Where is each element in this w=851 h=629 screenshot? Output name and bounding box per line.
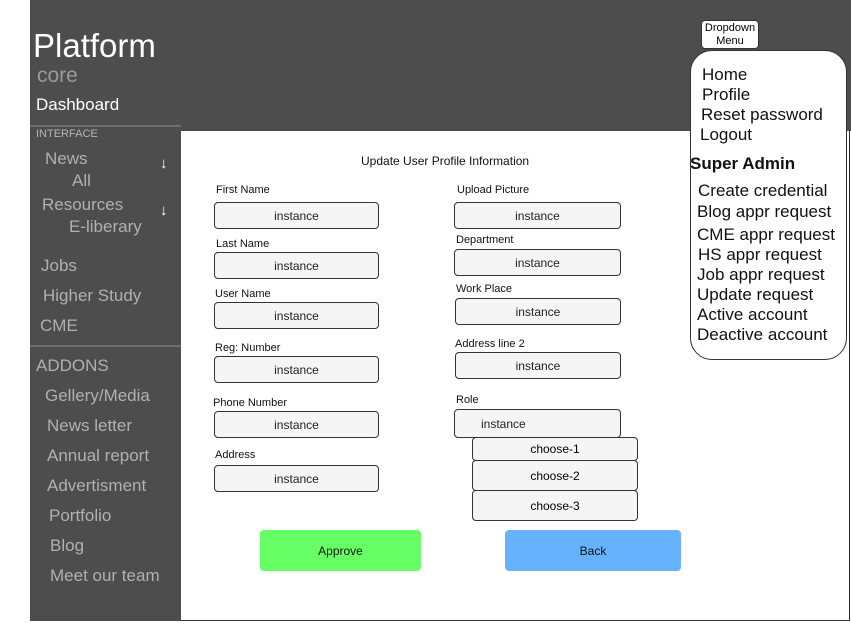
form-title: Update User Profile Information xyxy=(361,154,530,168)
chevron-down-icon[interactable]: ↓ xyxy=(160,155,168,172)
menu-item-blog-appr-request[interactable]: Blog appr request xyxy=(697,202,832,221)
sidebar-item-meet-our-team[interactable]: Meet our team xyxy=(50,566,160,585)
sidebar-item-annual-report[interactable]: Annual report xyxy=(47,446,150,465)
menu-item-home[interactable]: Home xyxy=(702,65,748,84)
address-label: Address xyxy=(215,449,256,461)
upload-picture-label: Upload Picture xyxy=(457,184,530,196)
user-name-field[interactable]: instance xyxy=(214,302,379,329)
address-field[interactable]: instance xyxy=(214,465,379,492)
dropdown-button-label-line2: Menu xyxy=(716,35,744,47)
sidebar-item-cme[interactable]: CME xyxy=(40,316,78,335)
sidebar-item-e-liberary[interactable]: E-liberary xyxy=(69,217,142,236)
reg-number-label: Reg: Number xyxy=(215,342,281,354)
sidebar-item-jobs[interactable]: Jobs xyxy=(41,256,77,275)
interface-section-label: INTERFACE xyxy=(36,128,98,140)
user-name-label: User Name xyxy=(215,288,271,300)
last-name-field[interactable]: instance xyxy=(214,252,379,279)
sidebar-item-advertisment[interactable]: Advertisment xyxy=(47,476,147,495)
sidebar-item-blog[interactable]: Blog xyxy=(50,536,85,555)
sidebar-item-portfolio[interactable]: Portfolio xyxy=(49,506,112,525)
sidebar-item-dashboard[interactable]: Dashboard xyxy=(36,95,120,114)
dropdown-menu-button[interactable] xyxy=(701,20,759,49)
upload-picture-field[interactable]: instance xyxy=(454,202,621,229)
department-label: Department xyxy=(456,234,514,246)
sidebar-item-gallery[interactable]: Gellery/Media xyxy=(45,386,150,405)
chevron-down-icon[interactable]: ↓ xyxy=(160,202,168,219)
menu-item-reset-password[interactable]: Reset password xyxy=(701,105,823,124)
work-place-label: Work Place xyxy=(456,283,513,295)
menu-item-profile[interactable]: Profile xyxy=(702,85,751,104)
last-name-label: Last Name xyxy=(216,238,270,250)
addons-section-label: ADDONS xyxy=(36,356,109,375)
role-option-1[interactable]: choose-1 xyxy=(472,437,638,461)
menu-item-update-request[interactable]: Update request xyxy=(697,285,814,304)
menu-item-job-appr-request[interactable]: Job appr request xyxy=(697,265,825,284)
sidebar-item-newsletter[interactable]: News letter xyxy=(47,416,133,435)
sidebar-item-news-all[interactable]: All xyxy=(72,171,91,190)
menu-item-cme-appr-request[interactable]: CME appr request xyxy=(697,225,835,244)
sidebar xyxy=(30,0,181,621)
address-line-2-field[interactable]: instance xyxy=(455,352,621,379)
phone-number-field[interactable]: instance xyxy=(214,411,379,438)
menu-item-create-credential[interactable]: Create credential xyxy=(698,181,828,200)
brand-title: Platform xyxy=(33,27,156,64)
sidebar-divider xyxy=(30,345,181,347)
role-select[interactable]: instance xyxy=(454,409,621,438)
back-button[interactable]: Back xyxy=(505,530,681,571)
menu-item-active-account[interactable]: Active account xyxy=(697,305,808,324)
first-name-field[interactable]: instance xyxy=(214,202,379,229)
first-name-label: First Name xyxy=(216,184,270,196)
sidebar-divider xyxy=(30,125,181,127)
sidebar-item-resources[interactable]: Resources xyxy=(42,195,124,214)
reg-number-field[interactable]: instance xyxy=(214,356,379,383)
phone-number-label: Phone Number xyxy=(213,397,287,409)
approve-button[interactable]: Approve xyxy=(260,530,421,571)
menu-item-logout[interactable]: Logout xyxy=(700,125,752,144)
menu-item-hs-appr-request[interactable]: HS appr request xyxy=(698,245,822,264)
role-option-3[interactable]: choose-3 xyxy=(472,490,638,521)
role-option-2[interactable]: choose-2 xyxy=(472,460,638,491)
department-field[interactable]: instance xyxy=(454,249,621,276)
sidebar-item-higher-study[interactable]: Higher Study xyxy=(43,286,142,305)
brand-subtitle: core xyxy=(37,64,78,87)
address-line-2-label: Address line 2 xyxy=(455,338,525,350)
super-admin-heading: Super Admin xyxy=(690,154,796,173)
dropdown-button-label-line1: Dropdown xyxy=(704,22,756,34)
work-place-field[interactable]: instance xyxy=(455,298,621,325)
sidebar-item-news[interactable]: News xyxy=(45,149,88,168)
menu-item-deactive-account[interactable]: Deactive account xyxy=(697,325,828,344)
role-label: Role xyxy=(456,394,479,406)
